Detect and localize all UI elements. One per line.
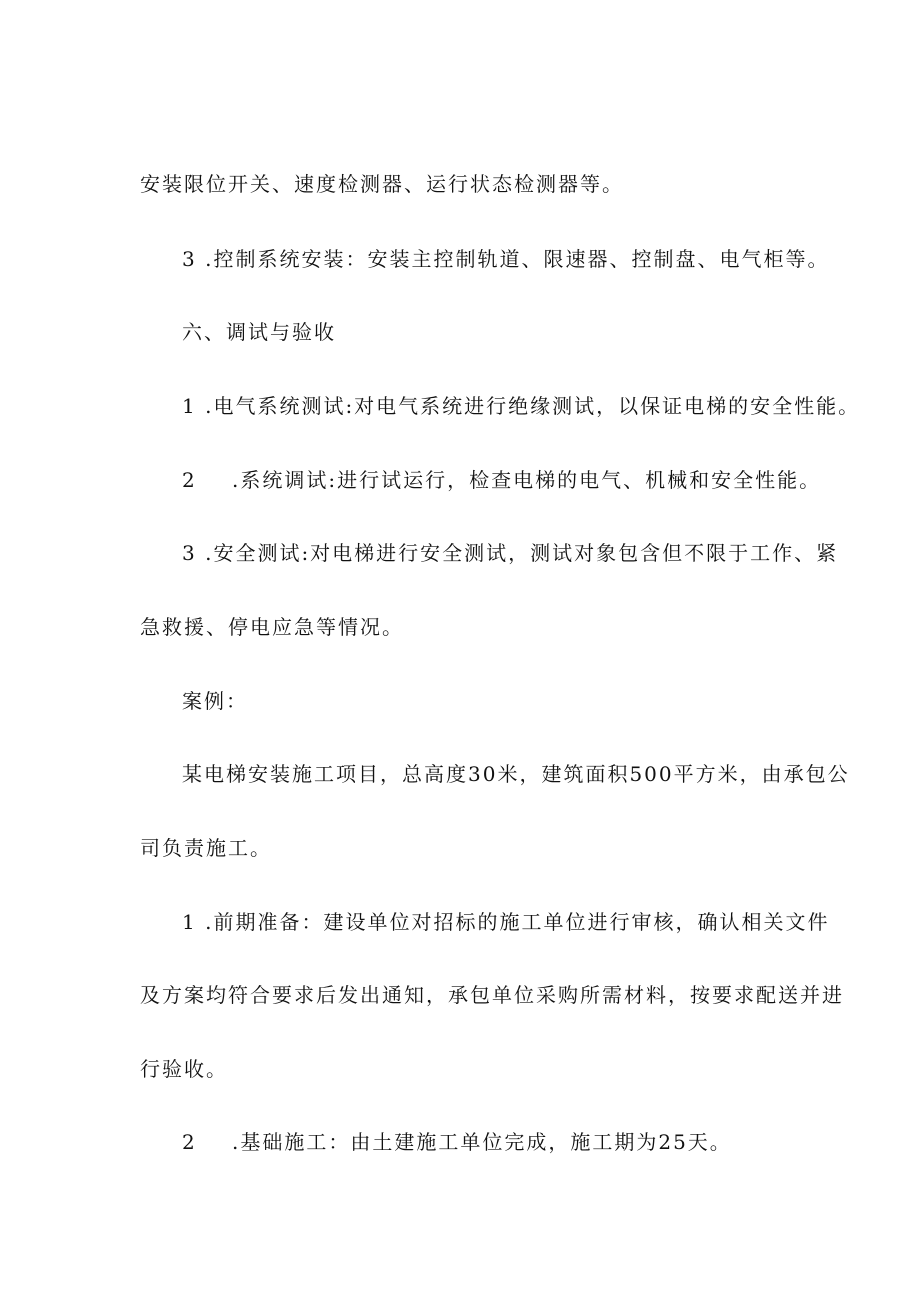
section-heading: 六、调试与验收 [182,320,336,344]
case-paragraph-line: 某电梯安装施工项目，总高度30米，建筑面积500平方米，由承包公 [182,762,850,786]
list-item-system-debug: .系统调试:进行试运行，检查电梯的电气、机械和安全性能。 [232,468,822,492]
paragraph-line: 及方案均符合要求后发出通知，承包单位采购所需材料，按要求配送并进 [140,983,844,1007]
list-number: 2 [182,468,197,492]
list-item-preparation: 1 .前期准备：建设单位对招标的施工单位进行审核，确认相关文件 [182,910,830,934]
paragraph-line: 安装限位开关、速度检测器、运行状态检测器等。 [140,172,624,196]
list-item-electrical-test: 1 .电气系统测试:对电气系统进行绝缘测试，以保证电梯的安全性能。 [182,394,861,418]
paragraph-line: 急救援、停电应急等情况。 [140,615,404,639]
list-item-safety-test: 3 .安全测试:对电梯进行安全测试，测试对象包含但不限于工作、紧 [182,541,839,565]
list-number: 2 [182,1130,197,1154]
case-paragraph-line: 司负责施工。 [140,836,272,860]
paragraph-line: 行验收。 [140,1057,228,1081]
list-item-foundation: .基础施工：由土建施工单位完成，施工期为25天。 [232,1130,732,1154]
case-heading: 案例： [182,689,248,713]
list-item-control-system: 3 .控制系统安装：安装主控制轨道、限速器、控制盘、电气柜等。 [182,247,830,271]
